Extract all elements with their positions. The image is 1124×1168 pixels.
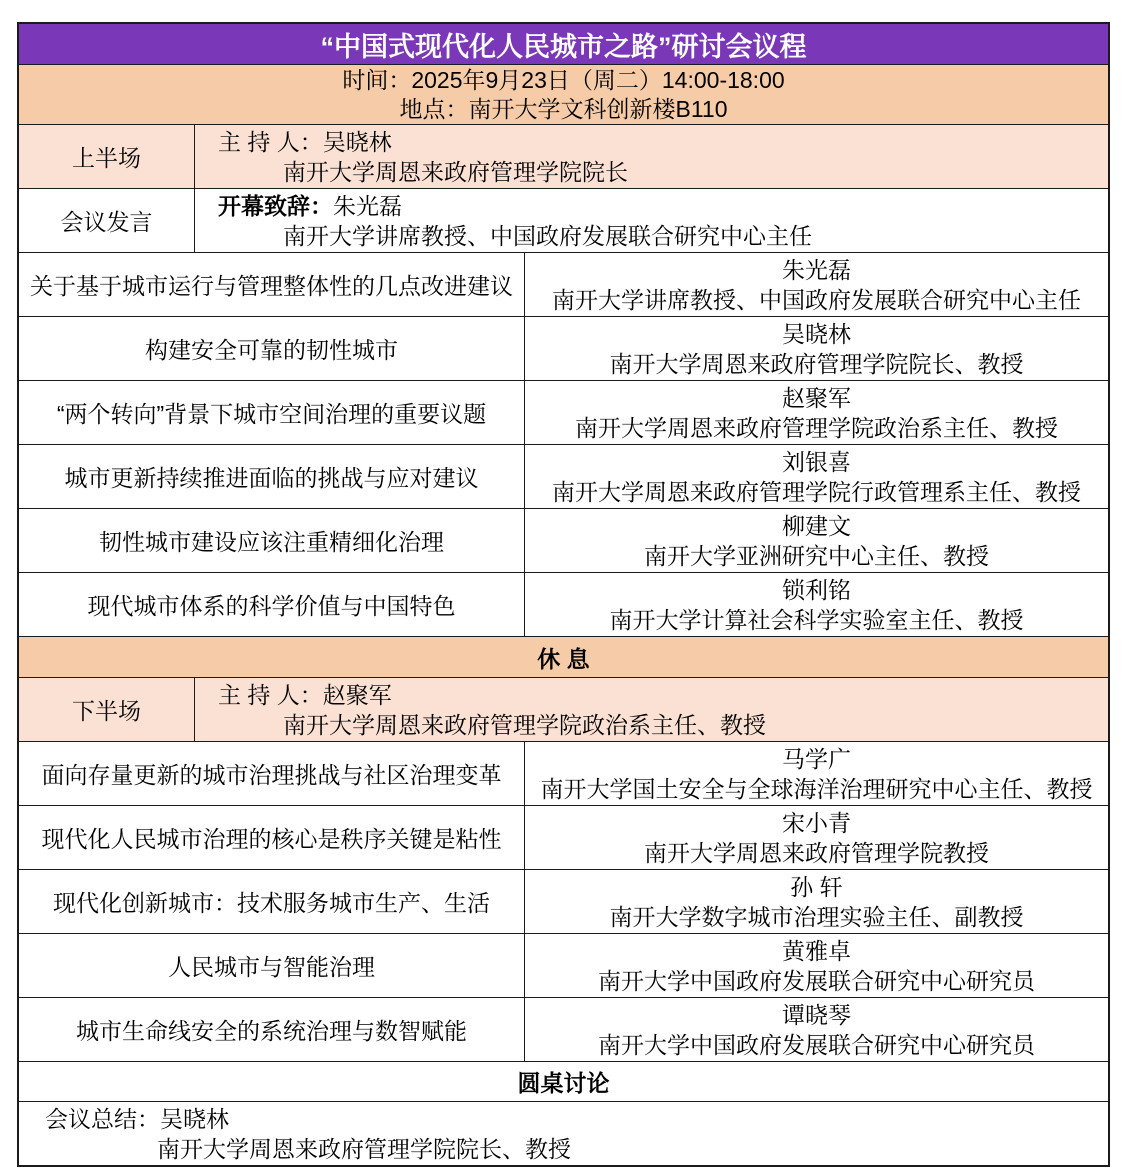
first-half-host-title: 南开大学周恩来政府管理学院院长 bbox=[283, 158, 628, 185]
talk-topic: 人民城市与智能治理 bbox=[19, 934, 525, 997]
opening-speaker-title: 南开大学讲席教授、中国政府发展联合研究中心主任 bbox=[283, 222, 812, 249]
talk-speaker-cell bbox=[525, 998, 1108, 1061]
speaker-name: 锁利铭 bbox=[782, 576, 851, 603]
talk-topic: 面向存量更新的城市治理挑战与社区治理变革 bbox=[19, 742, 525, 805]
opening-speech-row bbox=[19, 188, 1108, 252]
speaker-name: 黄雅卓 bbox=[782, 937, 851, 964]
talk-topic: 韧性城市建设应该注重精细化治理 bbox=[19, 509, 525, 572]
talk-row bbox=[19, 933, 1108, 997]
speaker-affiliation: 南开大学数字城市治理实验主任、副教授 bbox=[609, 903, 1024, 930]
talk-row bbox=[19, 316, 1108, 380]
talk-row bbox=[19, 508, 1108, 572]
talk-row bbox=[19, 869, 1108, 933]
opening-speaker: 朱光磊 bbox=[333, 192, 402, 219]
speaker-name: 朱光磊 bbox=[782, 256, 851, 283]
talk-speaker-cell bbox=[525, 509, 1108, 572]
talk-speaker-cell bbox=[525, 806, 1108, 869]
talk-row bbox=[19, 997, 1108, 1061]
speaker-affiliation: 南开大学周恩来政府管理学院教授 bbox=[644, 839, 989, 866]
talk-topic: 构建安全可靠的韧性城市 bbox=[19, 317, 525, 380]
break-row: 休 息 bbox=[19, 636, 1108, 677]
meta-row bbox=[19, 64, 1108, 124]
opening-speech-cell bbox=[195, 189, 1108, 252]
talk-row bbox=[19, 572, 1108, 636]
speaker-affiliation: 南开大学中国政府发展联合研究中心研究员 bbox=[598, 1031, 1035, 1058]
speaker-name: 谭晓琴 bbox=[782, 1001, 851, 1028]
talk-speaker-cell bbox=[525, 445, 1108, 508]
summary-row bbox=[19, 1101, 1108, 1165]
second-half-host-line: 主 持 人：赵聚军 bbox=[218, 681, 392, 708]
agenda-title: “中国式现代化人民城市之路”研讨会议程 bbox=[19, 24, 1108, 64]
talk-topic: “两个转向”背景下城市空间治理的重要议题 bbox=[19, 381, 525, 444]
opening-label: 开幕致辞： bbox=[218, 192, 333, 219]
talk-topic: 现代城市体系的科学价值与中国特色 bbox=[19, 573, 525, 636]
speaker-name: 马学广 bbox=[782, 745, 851, 772]
talk-topic: 现代化人民城市治理的核心是秩序关键是粘性 bbox=[19, 806, 525, 869]
talk-row bbox=[19, 805, 1108, 869]
speaker-affiliation: 南开大学国土安全与全球海洋治理研究中心主任、教授 bbox=[540, 775, 1093, 802]
speaker-name: 赵聚军 bbox=[782, 384, 851, 411]
talk-topic: 城市更新持续推进面临的挑战与应对建议 bbox=[19, 445, 525, 508]
talk-topic: 关于基于城市运行与管理整体性的几点改进建议 bbox=[19, 253, 525, 316]
first-half-host-cell bbox=[195, 125, 1108, 188]
first-half-label: 上半场 bbox=[19, 125, 195, 188]
speaker-affiliation: 南开大学中国政府发展联合研究中心研究员 bbox=[598, 967, 1035, 994]
speaker-affiliation: 南开大学计算社会科学实验室主任、教授 bbox=[609, 606, 1024, 633]
talk-speaker-cell bbox=[525, 573, 1108, 636]
talk-speaker-cell bbox=[525, 317, 1108, 380]
talk-row bbox=[19, 380, 1108, 444]
speaker-affiliation: 南开大学亚洲研究中心主任、教授 bbox=[644, 542, 989, 569]
second-half-host-cell bbox=[195, 678, 1108, 741]
meta-location: 地点：南开大学文科创新楼B110 bbox=[399, 95, 728, 122]
speaker-affiliation: 南开大学周恩来政府管理学院院长、教授 bbox=[609, 350, 1024, 377]
talk-speaker-cell bbox=[525, 381, 1108, 444]
speaker-affiliation: 南开大学周恩来政府管理学院行政管理系主任、教授 bbox=[552, 478, 1081, 505]
first-half-host-row bbox=[19, 124, 1108, 188]
talk-row bbox=[19, 252, 1108, 316]
talk-topic: 城市生命线安全的系统治理与数智赋能 bbox=[19, 998, 525, 1061]
meta-time: 时间：2025年9月23日（周二）14:00-18:00 bbox=[342, 66, 785, 93]
speaker-name: 孙 轩 bbox=[790, 873, 843, 900]
second-half-label: 下半场 bbox=[19, 678, 195, 741]
roundtable-row: 圆桌讨论 bbox=[19, 1061, 1108, 1101]
speaker-affiliation: 南开大学周恩来政府管理学院政治系主任、教授 bbox=[575, 414, 1058, 441]
opening-speech-line bbox=[218, 191, 1108, 221]
talk-speaker-cell bbox=[525, 934, 1108, 997]
speaker-affiliation: 南开大学讲席教授、中国政府发展联合研究中心主任 bbox=[552, 286, 1081, 313]
second-half-host-row bbox=[19, 677, 1108, 741]
summary-title: 南开大学周恩来政府管理学院院长、教授 bbox=[157, 1135, 571, 1162]
speaker-name: 刘银喜 bbox=[782, 448, 851, 475]
speeches-label: 会议发言 bbox=[19, 189, 195, 252]
first-half-host-line: 主 持 人：吴晓林 bbox=[218, 128, 392, 155]
agenda-table bbox=[17, 22, 1110, 1167]
talk-row bbox=[19, 741, 1108, 805]
talk-speaker-cell bbox=[525, 742, 1108, 805]
speaker-name: 宋小青 bbox=[782, 809, 851, 836]
talk-topic: 现代化创新城市：技术服务城市生产、生活 bbox=[19, 870, 525, 933]
talk-speaker-cell bbox=[525, 253, 1108, 316]
talk-speaker-cell bbox=[525, 870, 1108, 933]
second-half-host-title: 南开大学周恩来政府管理学院政治系主任、教授 bbox=[283, 711, 766, 738]
summary-line: 会议总结：吴晓林 bbox=[45, 1105, 229, 1132]
talk-row bbox=[19, 444, 1108, 508]
speaker-name: 柳建文 bbox=[782, 512, 851, 539]
speaker-name: 吴晓林 bbox=[782, 320, 851, 347]
